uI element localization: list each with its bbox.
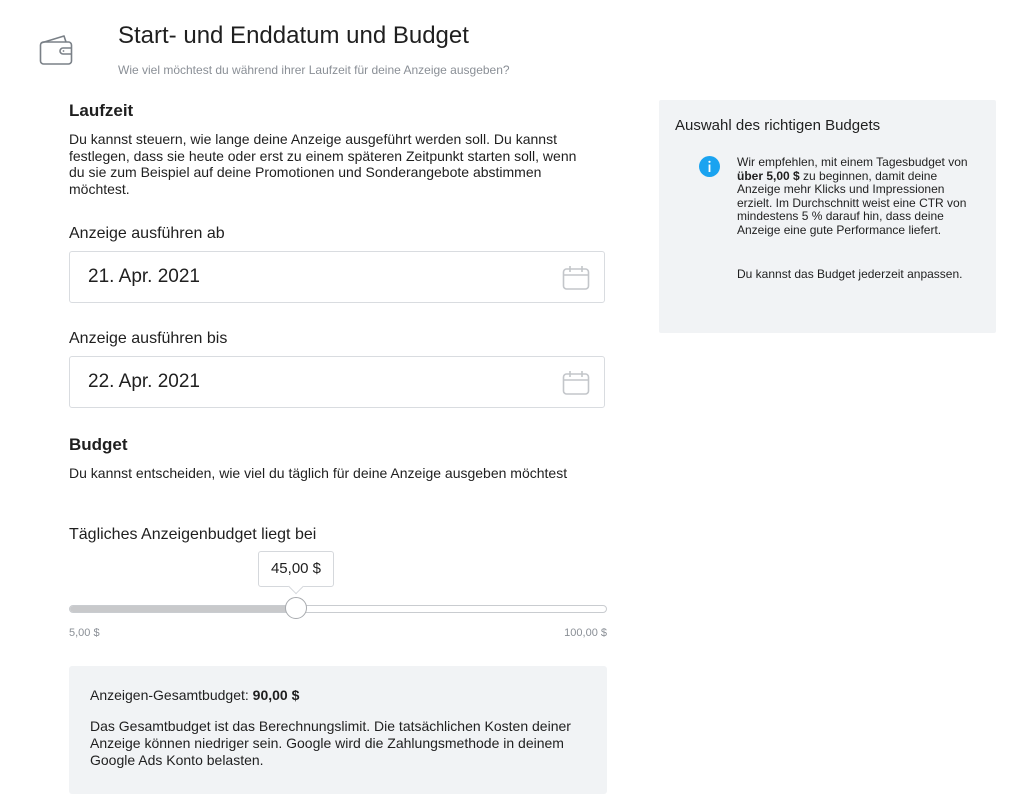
budget-slider-fill (70, 606, 297, 612)
end-date-label: Anzeige ausführen bis (69, 330, 228, 347)
page-title: Start- und Enddatum und Budget (118, 22, 469, 49)
hint-title: Auswahl des richtigen Budgets (675, 117, 881, 134)
start-date-value: 21. Apr. 2021 (88, 266, 200, 287)
calendar-icon[interactable] (562, 265, 590, 291)
total-budget-line (90, 686, 586, 704)
wallet-icon (38, 33, 74, 67)
hint-text-2: Du kannst das Budget jederzeit anpassen. (737, 267, 963, 281)
budget-hint-panel (659, 100, 996, 333)
calendar-icon[interactable] (562, 370, 590, 396)
total-budget-value: 90,00 $ (252, 687, 300, 703)
laufzeit-heading: Laufzeit (69, 101, 134, 120)
start-date-field[interactable] (69, 251, 605, 303)
hint-text-bold: über 5,00 $ (737, 168, 800, 183)
budget-heading: Budget (69, 435, 128, 454)
daily-budget-label: Tägliches Anzeigenbudget liegt bei (69, 526, 317, 543)
page-subtitle: Wie viel möchtest du während ihrer Laufzeit für deine Anzeige ausgeben? (118, 63, 510, 77)
laufzeit-description: Du kannst steuern, wie lange deine Anzeige ausgeführt werden soll. Du kannst festlegen, dass sie heute oder erst zu einem späteren Zeitpunkt starten soll, wenn du sie zum Beispiel auf deine Promotionen und Sonderangebote abstimmen möchtest. (69, 131, 577, 197)
hint-text (737, 156, 977, 237)
total-budget-box (69, 666, 607, 794)
start-date-label: Anzeige ausführen ab (69, 225, 225, 242)
end-date-field[interactable] (69, 356, 605, 408)
total-budget-note: Das Gesamtbudget ist das Berechnungslimit. Die tatsächlichen Kosten deiner Anzeige können niedriger sein. Google wird die Zahlungsmethode in deinem Google Ads Konto belasten. (90, 718, 571, 768)
total-budget-label: Anzeigen-Gesamtbudget: (90, 687, 249, 703)
hint-text-after: zu beginnen, damit deine Anzeige mehr Klicks und Impressionen erzielt. Im Durchschnitt weist eine CTR von mindestens 5 % darauf hin, dass deine Anzeige eine gute Performance liefert. (737, 168, 967, 237)
budget-description: Du kannst entscheiden, wie viel du täglich für deine Anzeige ausgeben möchtest (69, 465, 568, 481)
slider-value-tooltip: 45,00 $ (258, 551, 334, 587)
hint-text-before: Wir empfehlen, mit einem Tagesbudget von (737, 155, 968, 169)
slider-max-label: 100,00 $ (564, 627, 607, 639)
slider-min-label: 5,00 $ (69, 627, 100, 639)
budget-slider-track[interactable] (69, 605, 607, 613)
end-date-value: 22. Apr. 2021 (88, 371, 200, 392)
info-icon (699, 156, 720, 177)
budget-slider-thumb[interactable] (285, 597, 307, 619)
